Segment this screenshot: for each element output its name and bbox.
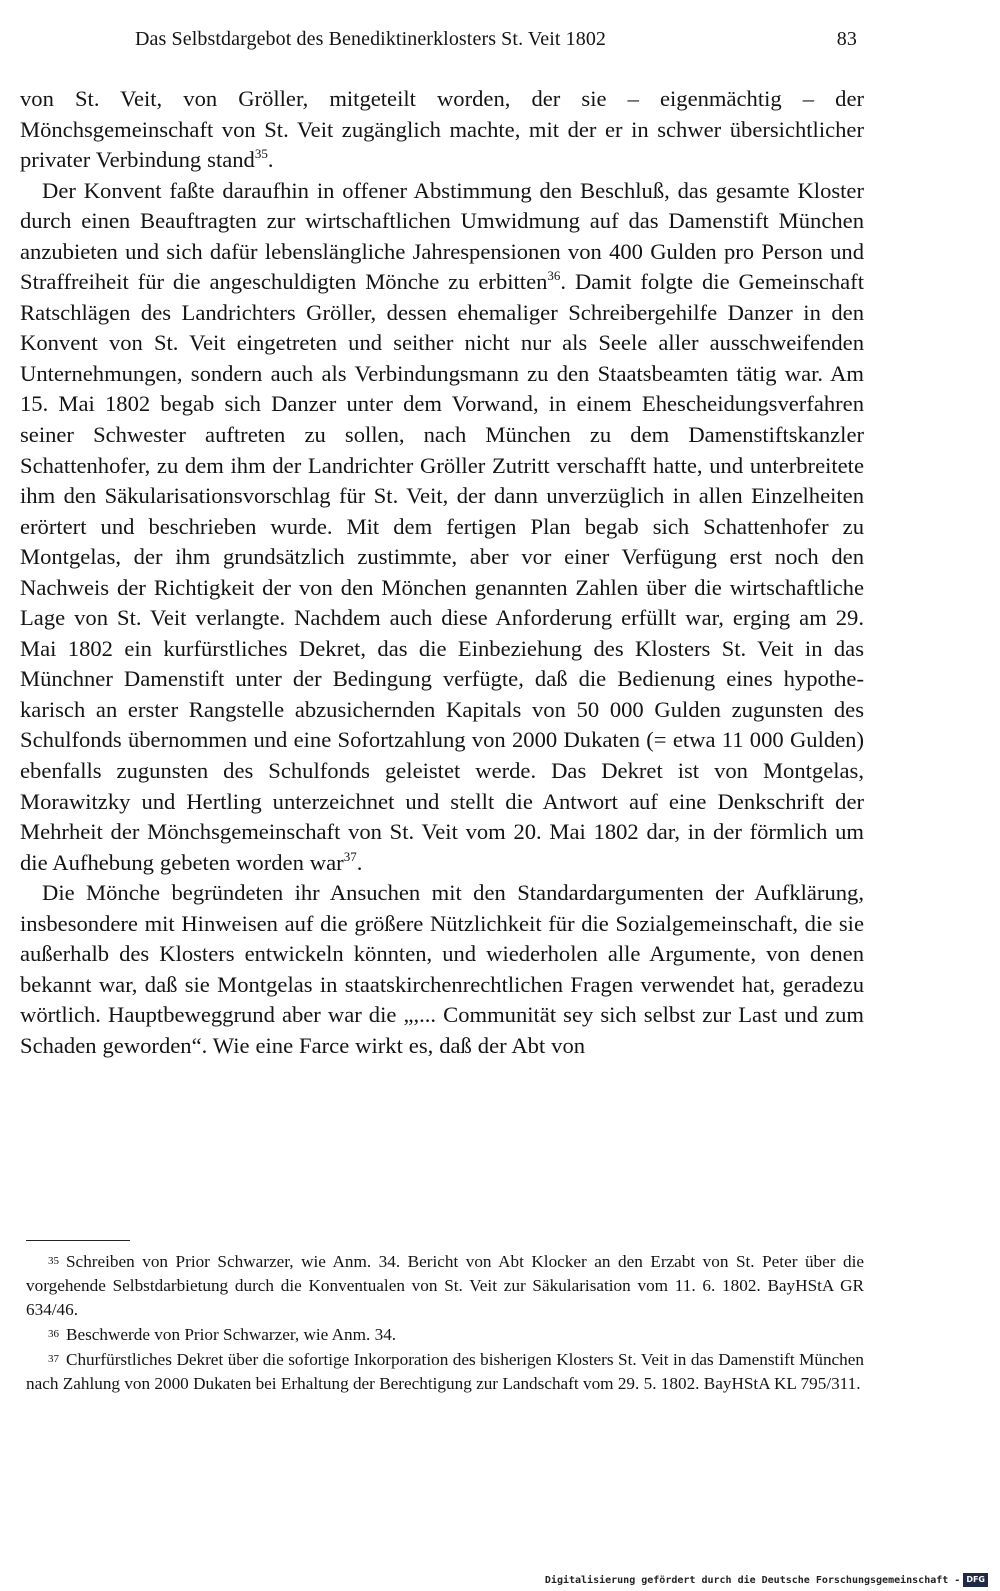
dfg-logo-icon: DFG bbox=[963, 1573, 988, 1587]
footnote-ref-35: 35 bbox=[254, 146, 268, 162]
footnote-number: 35 bbox=[48, 1255, 59, 1267]
footnote-number: 36 bbox=[48, 1328, 59, 1340]
footnote-ref-36: 36 bbox=[547, 268, 561, 284]
footnotes bbox=[26, 1249, 864, 1396]
footnote-number: 37 bbox=[48, 1353, 59, 1365]
digitization-credit bbox=[545, 1573, 988, 1587]
footnote-ref-37: 37 bbox=[343, 848, 357, 864]
footnote-divider bbox=[26, 1240, 130, 1241]
running-title: Das Selbstdargebot des Benediktinerklosters St. Veit 1802 bbox=[135, 28, 607, 50]
page-number: 83 bbox=[836, 28, 857, 50]
running-header bbox=[135, 22, 857, 56]
paragraph-konvent: Der Konvent faßte daraufhin in offener Abstimmung den Beschluß, das gesamte Kloster durch einen Beauftragten zur wirtschaftlichen Umwidmung auf das Damenstift München anzubieten und sich dafür lebenslängliche Jahrespensionen von 400 Gulden pro Person und Straffreiheit für die angeschuldigten Mönche zu erbitten$^{36}$. Damit folgte die Gemeinschaft Ratschlägen des Landrichters Gröller, dessen ehemaliger Schreibergehilfe Danzer in den Konvent von St. Veit eingetreten und seither nicht nur als Seele aller ausschweifenden Unternehmungen, sondern auch als Verbindungsmann zu den Staatsbeamten tätig war. Am 15. Mai 1802 begab sich Danzer unter dem Vorwand, in einem Ehescheidungsverfahren seiner Schwester auftreten zu sollen, nach München zu dem Damenstiftskanzler Schattenhofer, zu dem ihm der Landrichter Gröller Zutritt verschafft hatte, und unterbreitete ihm den Säkularisationsvorschlag für St. Veit, der dann unverzüglich in allen Einzelheiten erörtert und beschrieben wurde. Mit dem fertigen Plan begab sich Schattenhofer zu Montgelas, der ihm grundsätzlich zustimmte, aber vor einer Verfügung erst noch den Nachweis der Richtigkeit der von den Mönchen genannten Zahlen über die wirtschaftliche Lage von St. Veit verlangte. Nachdem auch diese Anforderung erfüllt war, erging am 29. Mai 1802 ein kurfürstliches Dekret, das die Einbeziehung des Klosters St. Veit in das Münchner Damenstift unter der Bedingung verfügte, daß die Bedienung eines hypothekarisch an erster Rangstelle abzusichernden Kapitals von 50 000 Gulden zugunsten des Schulfonds übernommen und eine Sofortzahlung von 2000 Dukaten (= etwa 11 000 Gulden) ebenfalls zugunsten des Schulfonds geleistet werde. Das Dekret ist von Montgelas, Morawitzky und Hertling unterzeichnet und stellt die Antwort auf eine Denkschrift der Mehrheit der Mönchsgemeinschaft von St. Veit vom 20. Mai 1802 dar, in der förmlich um die Aufhebung gebeten worden war$^{37}$. bbox=[20, 177, 864, 875]
footnote-37: 37 Churfürstliches Dekret über die sofortige Inkorporation des bisherigen Klosters St. Veit in das Damenstift München nach Zahlung von 2000 Dukaten bei Erhaltung der Berechtigung zur Landschaft vom 29. 5. 1802. BayHStA KL 795/311. bbox=[26, 1350, 864, 1393]
paragraph-continuation: von St. Veit, von Gröller, mitgeteilt worden, der sie – eigenmächtig – der Mönchsgemeinschaft von St. Veit zugänglich machte, mit der er in schwer übersichtlicher privater Verbindung stand$^{35}$. bbox=[20, 86, 864, 173]
footnote-36: 36 Beschwerde von Prior Schwarzer, wie Anm. 34. bbox=[48, 1325, 397, 1344]
main-text bbox=[20, 84, 864, 1062]
footnote-35: 35 Schreiben von Prior Schwarzer, wie Anm. 34. Bericht von Abt Klocker an den Erzabt von St. Peter über die vorgehende Selbstdarbietung durch die Konventualen von St. Veit zur Säkularisation vom 11. 6. 1802. BayHStA GR 634/46. bbox=[26, 1252, 864, 1319]
credit-text: Digitalisierung gefördert durch die Deutsche Forschungsgemeinschaft - bbox=[544, 1574, 961, 1586]
paragraph-moenche: Die Mönche begründeten ihr Ansuchen mit den Standardargumenten der Aufklärung, insbesondere mit Hinweisen auf die größere Nützlichkeit für die Sozialgemeinschaft, die sie außerhalb des Klosters entwickeln könnten, und wiederholen alle Argumente, von denen bekannt war, daß sie Montgelas in staatskirchenrechtlichen Fragen verwendet hat, geradezu wörtlich. Hauptbeweggrund aber war die „,... Communität sey sich selbst zur Last und zum Schaden geworden“. Wie eine Farce wirkt es, daß der Abt von bbox=[20, 880, 864, 1058]
